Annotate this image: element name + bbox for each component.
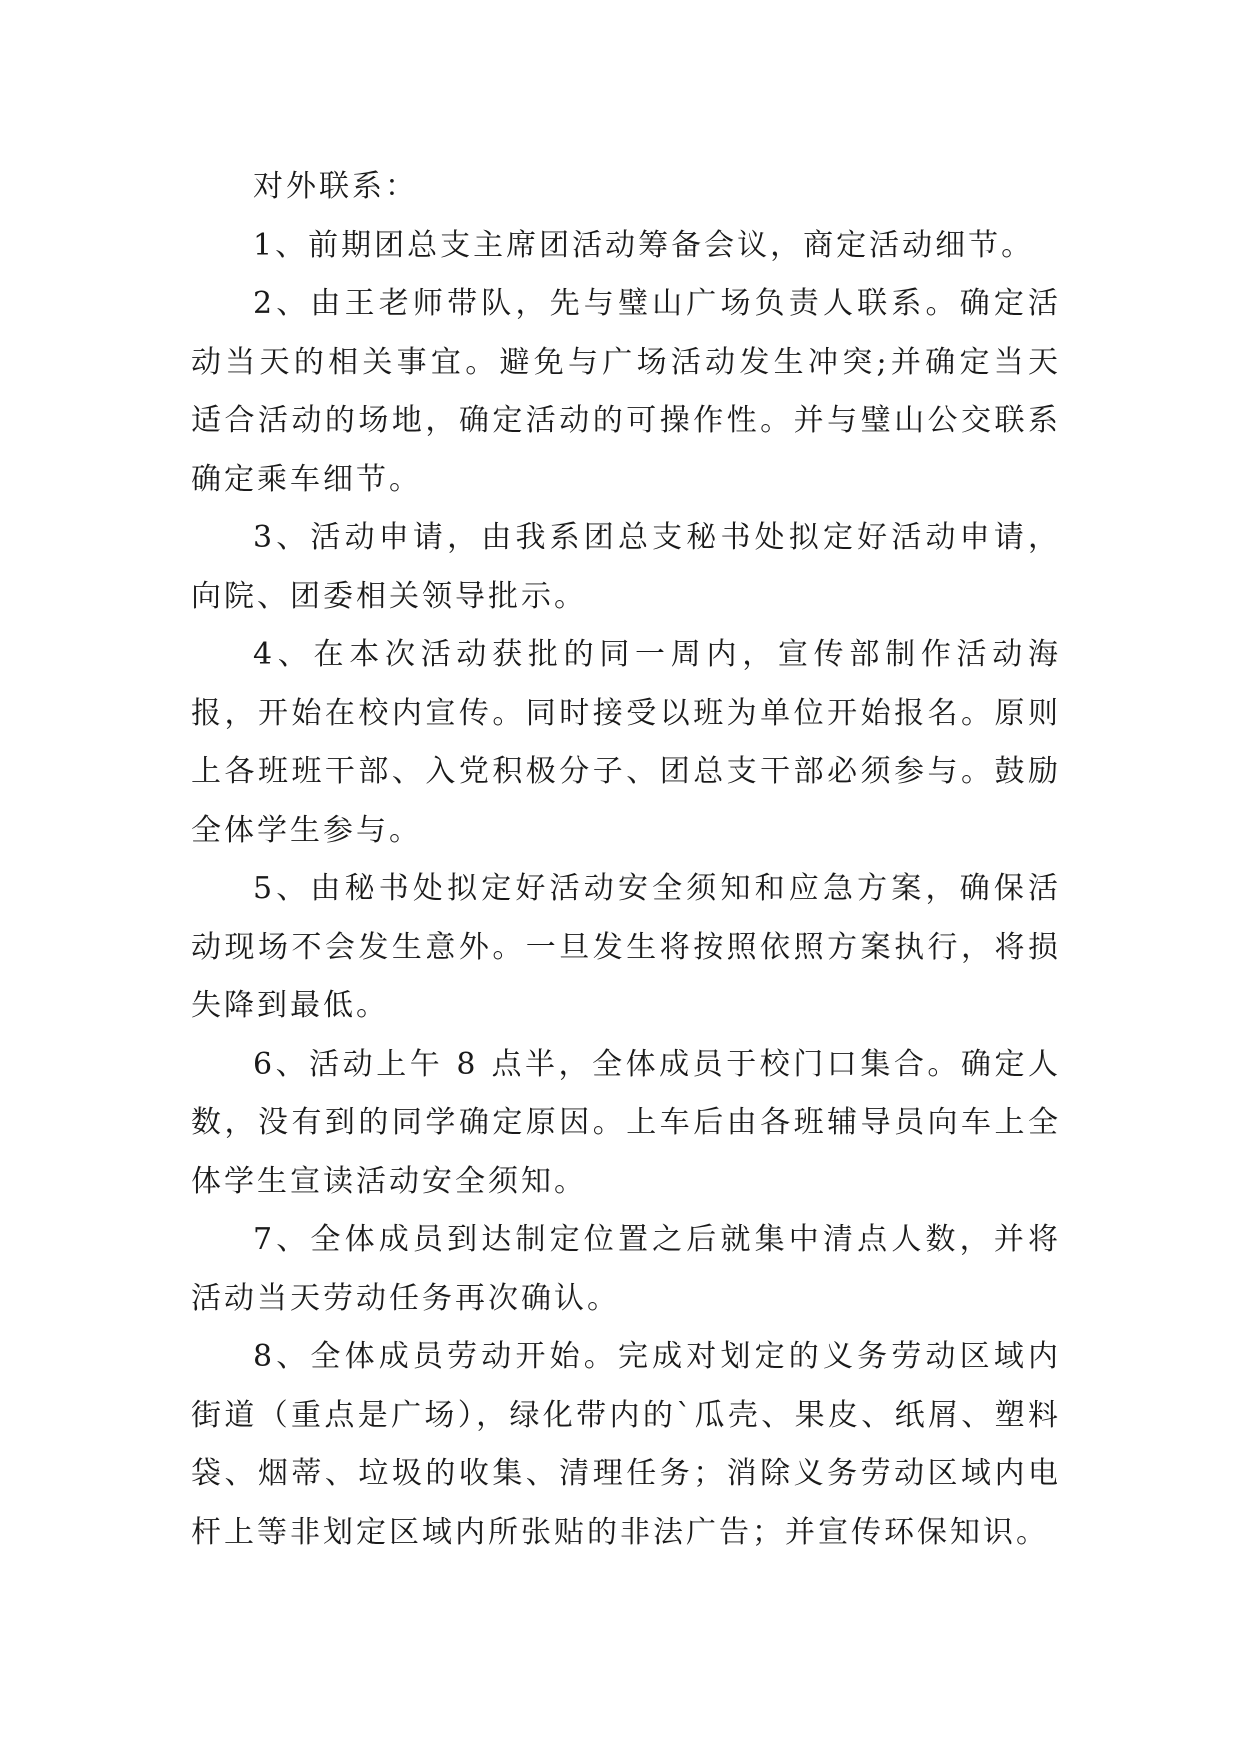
list-item: 2、由王老师带队，先与璧山广场负责人联系。确定活动当天的相关事宜。避免与广场活动发生冲突;并确定当天适合活动的场地，确定活动的可操作性。并与璧山公交联系确定乘车细节。 <box>191 286 1061 497</box>
list-item: 8、全体成员劳动开始。完成对划定的义务劳动区域内街道（重点是广场），绿化带内的`瓜壳、果皮、纸屑、塑料袋、烟蒂、垃圾的收集、清理任务；消除义务劳动区域内电杆上等非划定区域内所张贴的非法广告；并宣传环保知识。 <box>191 1339 1061 1550</box>
document-body <box>191 158 1061 1562</box>
list-item: 6、活动上午 8 点半，全体成员于校门口集合。确定人数，没有到的同学确定原因。上车后由各班辅导员向车上全体学生宣读活动安全须知。 <box>191 1046 1061 1199</box>
list-item: 5、由秘书处拟定好活动安全须知和应急方案，确保活动现场不会发生意外。一旦发生将按照依照方案执行，将损失降到最低。 <box>191 871 1061 1023</box>
list-item: 1、前期团总支主席团活动筹备会议，商定活动细节。 <box>253 227 1035 263</box>
section-heading: 对外联系： <box>253 169 418 204</box>
list-item: 3、活动申请，由我系团总支秘书处拟定好活动申请，向院、团委相关领导批示。 <box>191 520 1061 614</box>
list-item: 4、在本次活动获批的同一周内，宣传部制作活动海报，开始在校内宣传。同时接受以班为单位开始报名。原则上各班班干部、入党积极分子、团总支干部必须参与。鼓励全体学生参与。 <box>191 637 1061 848</box>
list-item: 7、全体成员到达制定位置之后就集中清点人数，并将活动当天劳动任务再次确认。 <box>191 1222 1061 1316</box>
